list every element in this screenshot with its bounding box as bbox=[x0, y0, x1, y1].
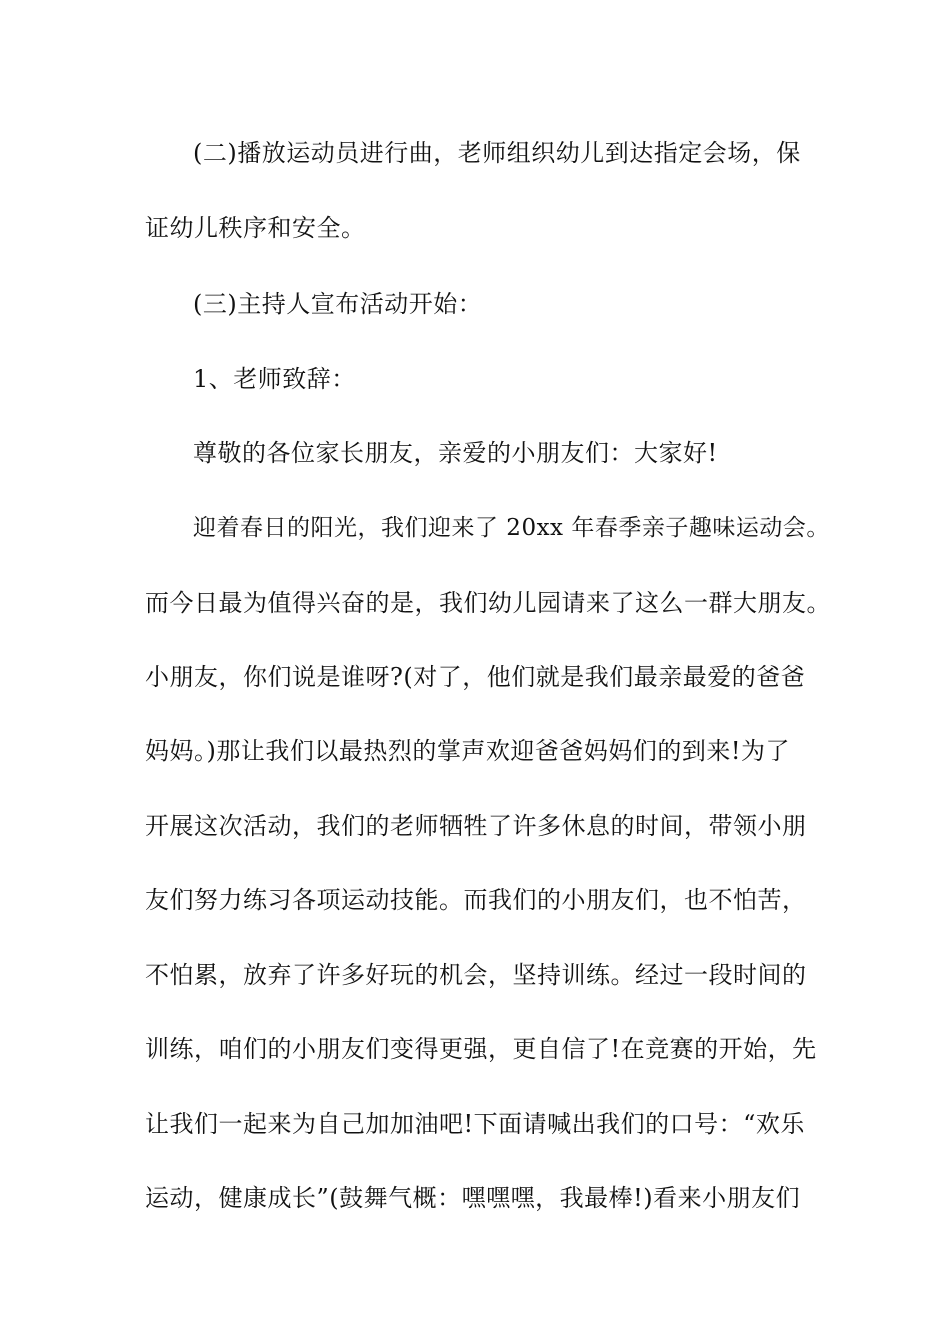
paragraph-line: 开展这次活动，我们的老师牺牲了许多休息的时间，带领小朋 bbox=[145, 812, 807, 840]
paragraph-line: 运动，健康成长”(鼓舞气概：嘿嘿嘿，我最棒!)看来小朋友们 bbox=[145, 1184, 801, 1212]
paragraph-line: 迎着春日的阳光，我们迎来了 20xx 年春季亲子趣味运动会。 bbox=[193, 515, 830, 541]
paragraph-line: 尊敬的各位家长朋友，亲爱的小朋友们：大家好! bbox=[193, 439, 718, 467]
paragraph-line: 不怕累，放弃了许多好玩的机会，坚持训练。经过一段时间的 bbox=[145, 961, 807, 989]
paragraph-line: 小朋友，你们说是谁呀?(对了，他们就是我们最亲最爱的爸爸 bbox=[145, 663, 806, 691]
paragraph-line: 让我们一起来为自己加加油吧!下面请喊出我们的口号：“欢乐 bbox=[145, 1110, 805, 1138]
paragraph-line: (三)主持人宣布活动开始： bbox=[193, 290, 483, 318]
paragraph-line: 训练，咱们的小朋友们变得更强，更自信了!在竞赛的开始，先 bbox=[145, 1035, 817, 1063]
paragraph-line: 妈妈。)那让我们以最热烈的掌声欢迎爸爸妈妈们的到来!为了 bbox=[145, 737, 791, 765]
paragraph-line: 证幼儿秩序和安全。 bbox=[145, 214, 366, 242]
paragraph-line: 友们努力练习各项运动技能。而我们的小朋友们，也不怕苦， bbox=[145, 886, 807, 914]
paragraph-line: 而今日最为值得兴奋的是，我们幼儿园请来了这么一群大朋友。 bbox=[145, 589, 831, 617]
paragraph-line: (二)播放运动员进行曲，老师组织幼儿到达指定会场，保 bbox=[193, 139, 801, 167]
paragraph-line: 1、老师致辞： bbox=[193, 365, 356, 393]
